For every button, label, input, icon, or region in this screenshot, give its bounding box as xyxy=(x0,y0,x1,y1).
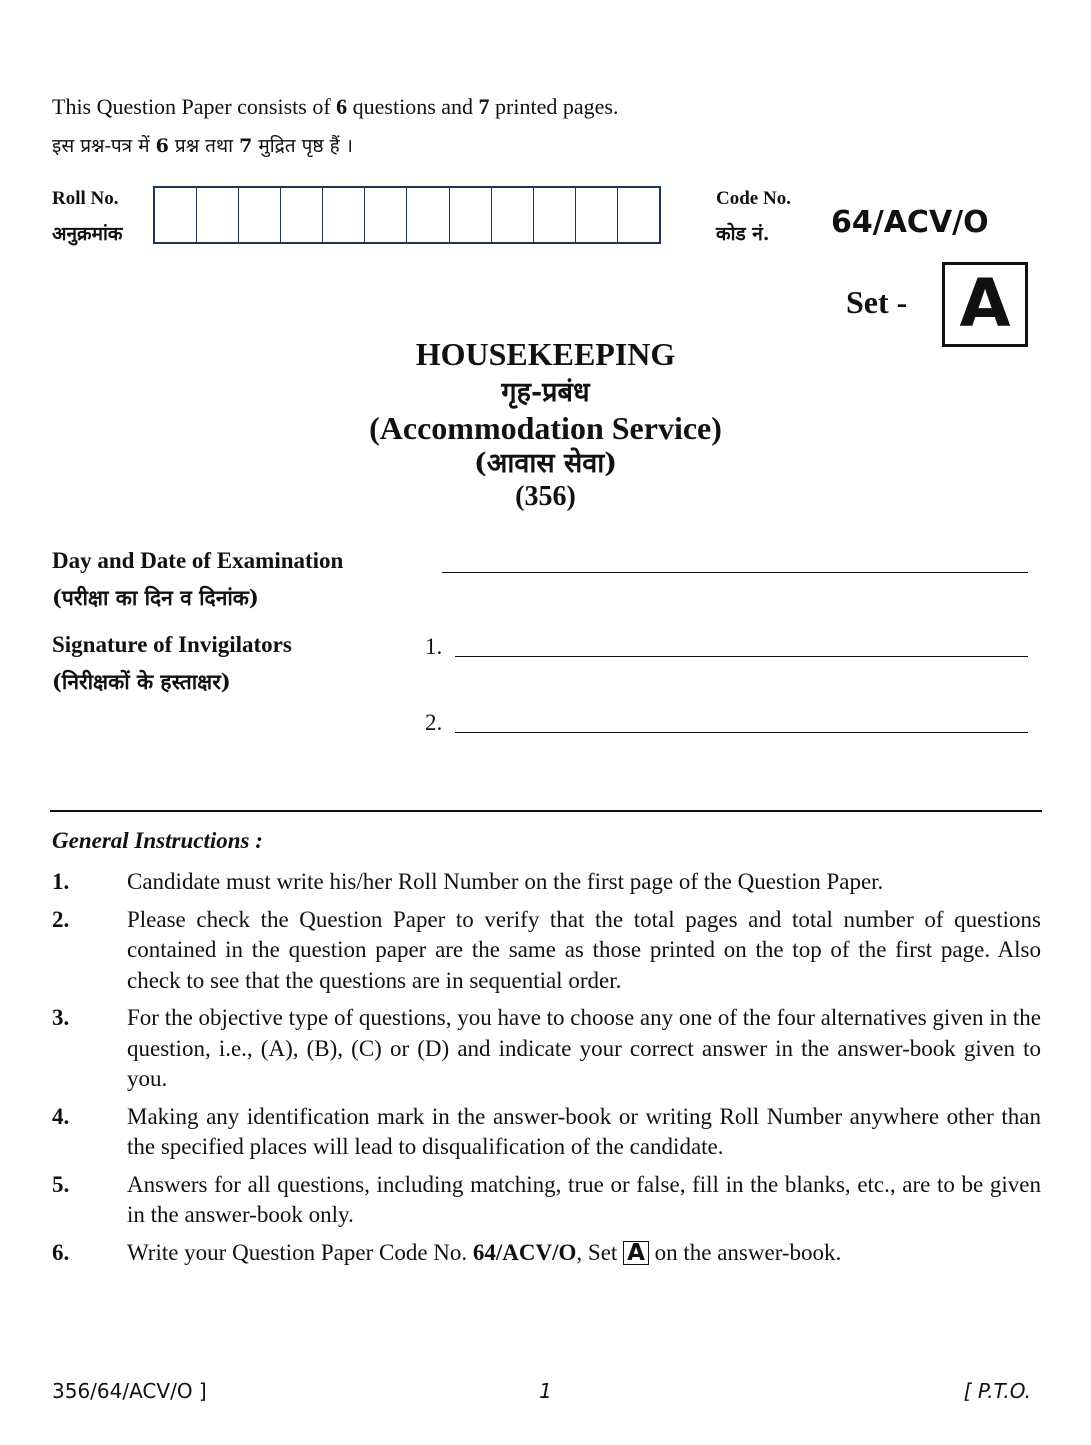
instruction-text-part: on the answer-book. xyxy=(648,1239,842,1265)
instruction-item xyxy=(52,1102,1041,1163)
code-no-label-hindi: कोड नं. xyxy=(716,223,770,245)
instruction-number: 5. xyxy=(52,1171,70,1197)
subject-code: (356) xyxy=(515,481,576,512)
roll-number-box[interactable] xyxy=(534,188,576,242)
paper-code: 64/ACV/O xyxy=(831,205,989,240)
roll-number-box[interactable] xyxy=(407,188,449,242)
question-count-hi: 6 xyxy=(155,135,169,157)
instruction-text: Please check the Question Paper to verify that the total pages and total number of questions contained in the question paper are the same as those printed on the top of the first page. Also check to see that the questions are in sequential order. xyxy=(127,906,1041,993)
signature-number-1: 1. xyxy=(425,634,443,659)
signature-number-2: 2. xyxy=(425,710,443,735)
instruction-set-badge: A xyxy=(623,1241,649,1265)
instruction-number: 6. xyxy=(52,1239,70,1265)
instruction-text xyxy=(127,1238,1041,1269)
instruction-item xyxy=(52,1238,1041,1269)
set-label: Set - xyxy=(846,284,908,320)
pages-info-hindi xyxy=(52,132,353,158)
exam-date-label-hindi: (परीक्षा का दिन व दिनांक) xyxy=(52,585,259,610)
subject-title-hindi: गृह-प्रबंध xyxy=(501,377,590,408)
instruction-item xyxy=(52,1170,1041,1231)
section-divider xyxy=(50,810,1042,812)
instructions-heading: General Instructions : xyxy=(52,828,263,853)
footer-paper-code: 356/64/ACV/O ] xyxy=(52,1379,207,1403)
pages-info-text-hi: इस प्रश्न-पत्र में xyxy=(52,135,156,157)
roll-number-box[interactable] xyxy=(281,188,323,242)
pages-info-text: printed pages. xyxy=(489,94,619,119)
roll-number-box[interactable] xyxy=(492,188,534,242)
subject-subtitle: (Accommodation Service) xyxy=(369,410,722,446)
page-count-hi: 7 xyxy=(239,135,253,157)
subject-subtitle-hindi: (आवास सेवा) xyxy=(473,448,618,479)
instruction-paper-code: 64/ACV/O xyxy=(472,1239,577,1265)
instruction-text: Answers for all questions, including matching, true or false, fill in the blanks, etc., are to be given in the answer-book only. xyxy=(127,1171,1041,1227)
signature-blank-2[interactable] xyxy=(455,732,1028,733)
page-count: 7 xyxy=(478,94,490,119)
pages-info-text: questions and xyxy=(347,94,479,119)
signature-blank-1[interactable] xyxy=(455,656,1028,657)
instruction-item xyxy=(52,1003,1041,1095)
question-count: 6 xyxy=(336,94,348,119)
pages-info-text-hi: प्रश्न तथा xyxy=(168,135,240,157)
roll-number-box[interactable] xyxy=(618,188,659,242)
roll-number-box[interactable] xyxy=(197,188,239,242)
set-badge: A xyxy=(942,262,1028,347)
roll-number-box[interactable] xyxy=(155,188,197,242)
instruction-text-part: , Set xyxy=(576,1239,624,1265)
roll-no-label: Roll No. xyxy=(52,188,119,209)
roll-number-boxes[interactable] xyxy=(153,186,661,244)
instruction-number: 4. xyxy=(52,1103,70,1129)
instruction-item xyxy=(52,905,1041,997)
pages-info-text-hi: मुद्रित पृष्ठ हैं । xyxy=(252,135,353,157)
instruction-number: 2. xyxy=(52,906,70,932)
instruction-text-part: Write your Question Paper Code No. xyxy=(127,1239,473,1265)
exam-date-blank[interactable] xyxy=(442,572,1028,573)
invigilator-signature-label: Signature of Invigilators xyxy=(52,632,292,657)
roll-number-box[interactable] xyxy=(323,188,365,242)
instruction-text: Making any identification mark in the answer-book or writing Roll Number anywhere other than the specified places will lead to disqualification of the candidate. xyxy=(127,1103,1041,1159)
pages-info-text: This Question Paper consists of xyxy=(52,94,337,119)
roll-number-box[interactable] xyxy=(365,188,407,242)
instruction-text: Candidate must write his/her Roll Number on the first page of the Question Paper. xyxy=(127,869,884,894)
subject-title: HOUSEKEEPING xyxy=(415,336,676,372)
roll-number-box[interactable] xyxy=(450,188,492,242)
instruction-number: 1. xyxy=(52,869,70,894)
roll-number-box[interactable] xyxy=(576,188,618,242)
pages-info-english xyxy=(52,94,618,120)
instruction-text: For the objective type of questions, you have to choose any one of the four alternatives given in the question, i.e., (A), (B), (C) or (D) and indicate your correct answer in the answer-book given to you. xyxy=(127,1005,1042,1091)
exam-date-label: Day and Date of Examination xyxy=(52,548,344,573)
instruction-number: 3. xyxy=(52,1005,70,1030)
pto-note: [ P.T.O. xyxy=(963,1379,1031,1403)
instructions-list xyxy=(52,867,1041,1275)
roll-no-label-hindi: अनुक्रमांक xyxy=(52,223,123,245)
invigilator-signature-label-hindi: (निरीक्षकों के हस्ताक्षर) xyxy=(52,669,231,694)
code-no-label: Code No. xyxy=(716,188,791,209)
instruction-item xyxy=(52,867,1041,898)
roll-number-box[interactable] xyxy=(239,188,281,242)
page-number: 1 xyxy=(539,1379,552,1403)
